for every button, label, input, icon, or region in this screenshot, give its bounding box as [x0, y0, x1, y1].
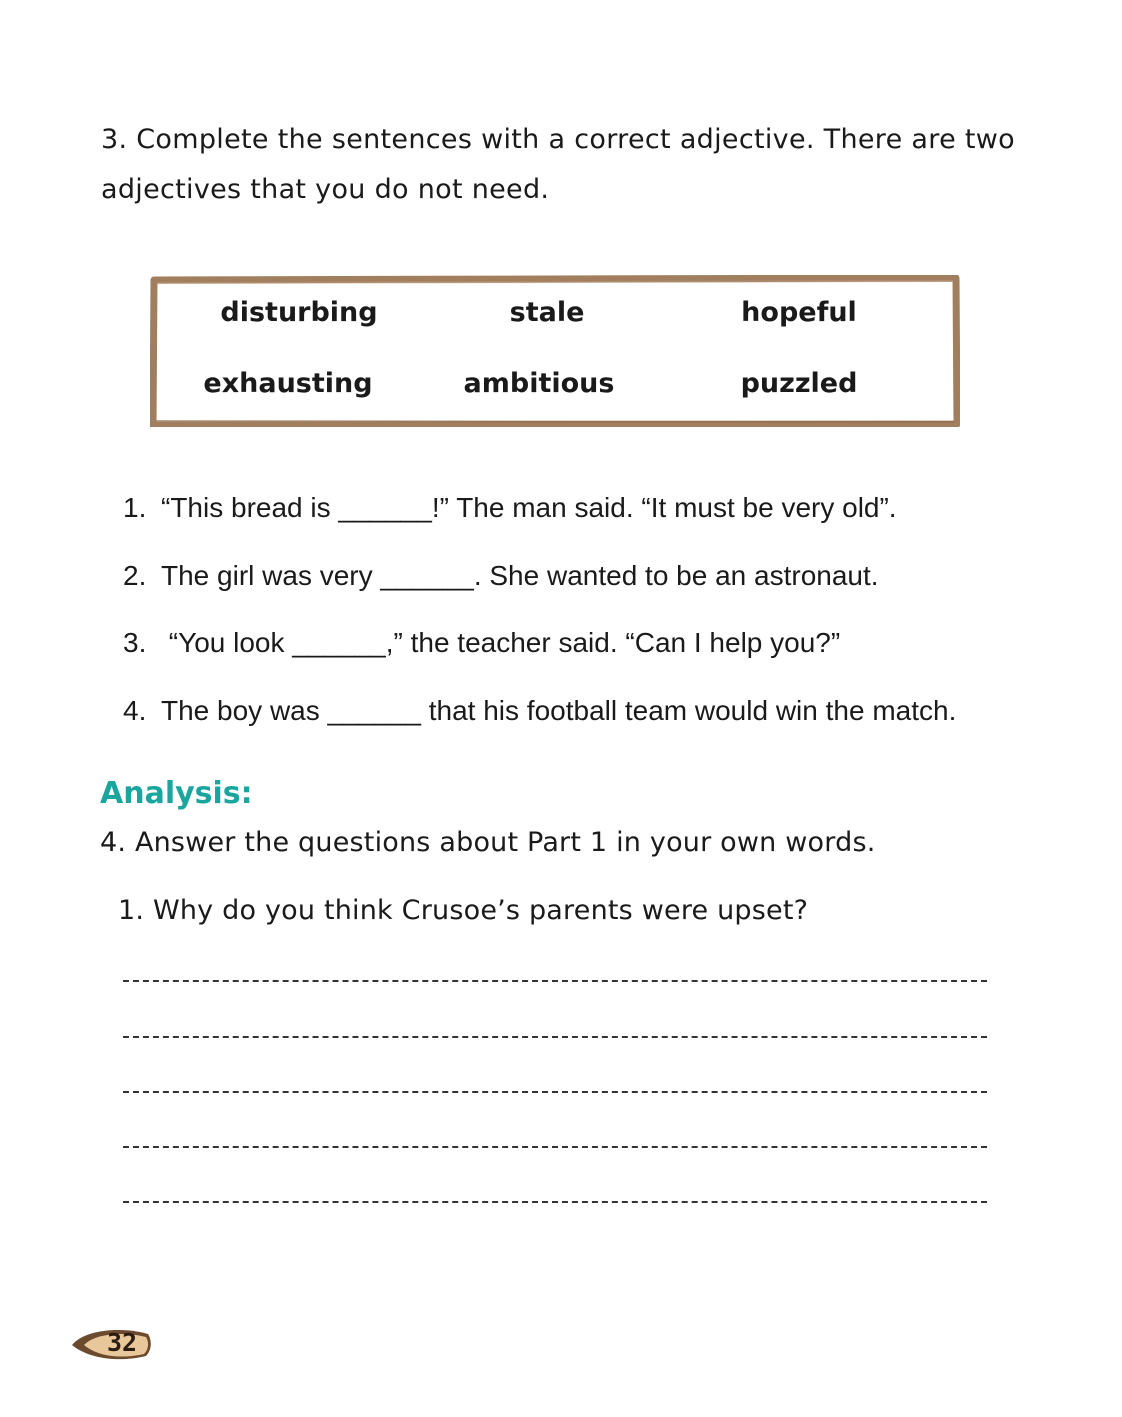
sentence-text: “You look ______,” the teacher said. “Can I help you?”: [161, 627, 841, 658]
analysis-question: 1. Why do you think Crusoe’s parents were upset?: [118, 895, 809, 926]
sentence-number: 3.: [123, 627, 147, 658]
sentence-list: [123, 492, 956, 762]
analysis-instruction: 4. Answer the questions about Part 1 in your own words.: [100, 827, 876, 858]
sentence-number: 4.: [123, 694, 147, 726]
page-number-badge: [70, 1326, 152, 1362]
answer-line[interactable]: [123, 1091, 987, 1093]
word-option: puzzled: [740, 368, 858, 399]
sentence-text: The boy was ______ that his football team would win the match.: [161, 694, 957, 726]
sentence-number: 1.: [123, 492, 147, 523]
page-number: 32: [106, 1328, 138, 1357]
word-box: [150, 275, 960, 427]
answer-line[interactable]: [123, 1036, 987, 1038]
sentence-item: [123, 695, 956, 763]
sentence-text: The girl was very ______. She wanted to be an astronaut.: [161, 559, 879, 591]
word-option: exhausting: [203, 368, 373, 399]
exercise-3-instruction: 3. Complete the sentences with a correct adjective. There are two adjectives that you do not need.: [101, 124, 1015, 205]
sentence-item: [123, 492, 956, 560]
sentence-item: [123, 627, 956, 695]
word-option: hopeful: [741, 297, 857, 328]
sentence-text: “This bread is ______!” The man said. “It must be very old”.: [161, 492, 897, 523]
word-option: ambitious: [463, 368, 615, 399]
sentence-number: 2.: [123, 559, 147, 591]
word-option: stale: [509, 297, 585, 328]
sentence-item: [123, 560, 956, 628]
answer-line[interactable]: [123, 1201, 987, 1203]
word-option: disturbing: [220, 297, 378, 328]
answer-line[interactable]: [123, 980, 987, 982]
analysis-heading: Analysis:: [100, 776, 253, 811]
answer-line[interactable]: [123, 1146, 987, 1148]
